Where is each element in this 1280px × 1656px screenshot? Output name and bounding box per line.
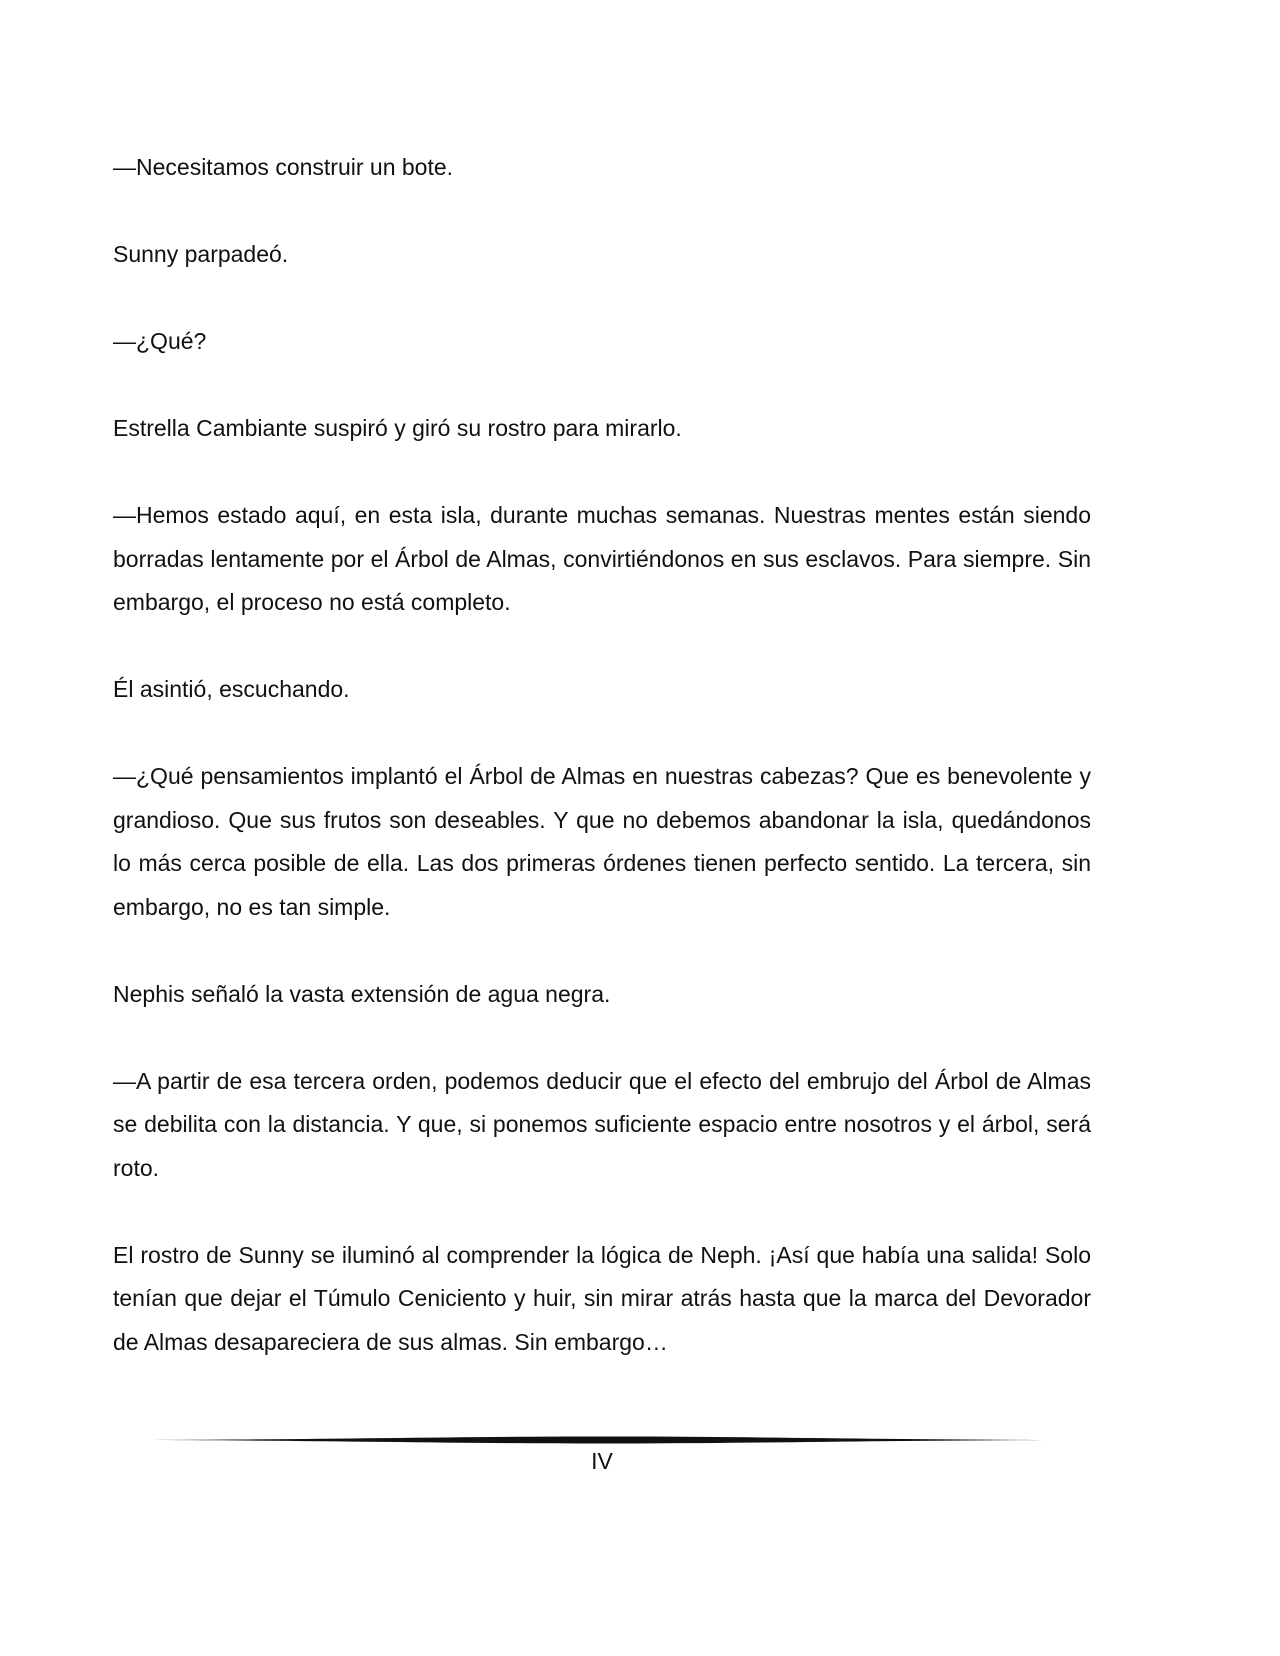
paragraph: Estrella Cambiante suspiró y giró su rostro para mirarlo. (113, 415, 682, 441)
paragraph: Él asintió, escuchando. (113, 676, 350, 702)
footer-divider (152, 1434, 1052, 1446)
paragraph: —A partir de esa tercera orden, podemos deducir que el efecto del embrujo del Árbol de Almas se debilita con la distancia. Y que, si ponemos suficiente espacio entre nosotros y el árbol, será roto. (113, 1067, 1091, 1181)
page-number: IV (591, 1448, 613, 1474)
paragraph: Sunny parpadeó. (113, 241, 289, 267)
divider-stroke (152, 1437, 1052, 1444)
body-text (113, 146, 1091, 1408)
paragraph: —¿Qué? (113, 328, 207, 354)
paragraph: —¿Qué pensamientos implantó el Árbol de Almas en nuestras cabezas? Que es benevolente y grandioso. Que sus frutos son deseables. Y que no debemos abandonar la isla, quedándonos lo más cerca posible de ella. Las dos primeras órdenes tienen perfecto sentido. La tercera, sin embargo, no es tan simple. (113, 763, 1091, 920)
paragraph: El rostro de Sunny se iluminó al comprender la lógica de Neph. ¡Así que había una salida! Solo tenían que dejar el Túmulo Ceniciento y huir, sin mirar atrás hasta que la marca del Devorador de Almas desapareciera de sus almas. Sin embargo… (113, 1241, 1091, 1355)
paragraph: —Necesitamos construir un bote. (113, 154, 454, 180)
paragraph: Nephis señaló la vasta extensión de agua negra. (113, 980, 611, 1007)
paragraph: —Hemos estado aquí, en esta isla, durante muchas semanas. Nuestras mentes están siendo borradas lentamente por el Árbol de Almas, convirtiéndonos en sus esclavos. Para siempre. Sin embargo, el proceso no está completo. (113, 502, 1091, 615)
